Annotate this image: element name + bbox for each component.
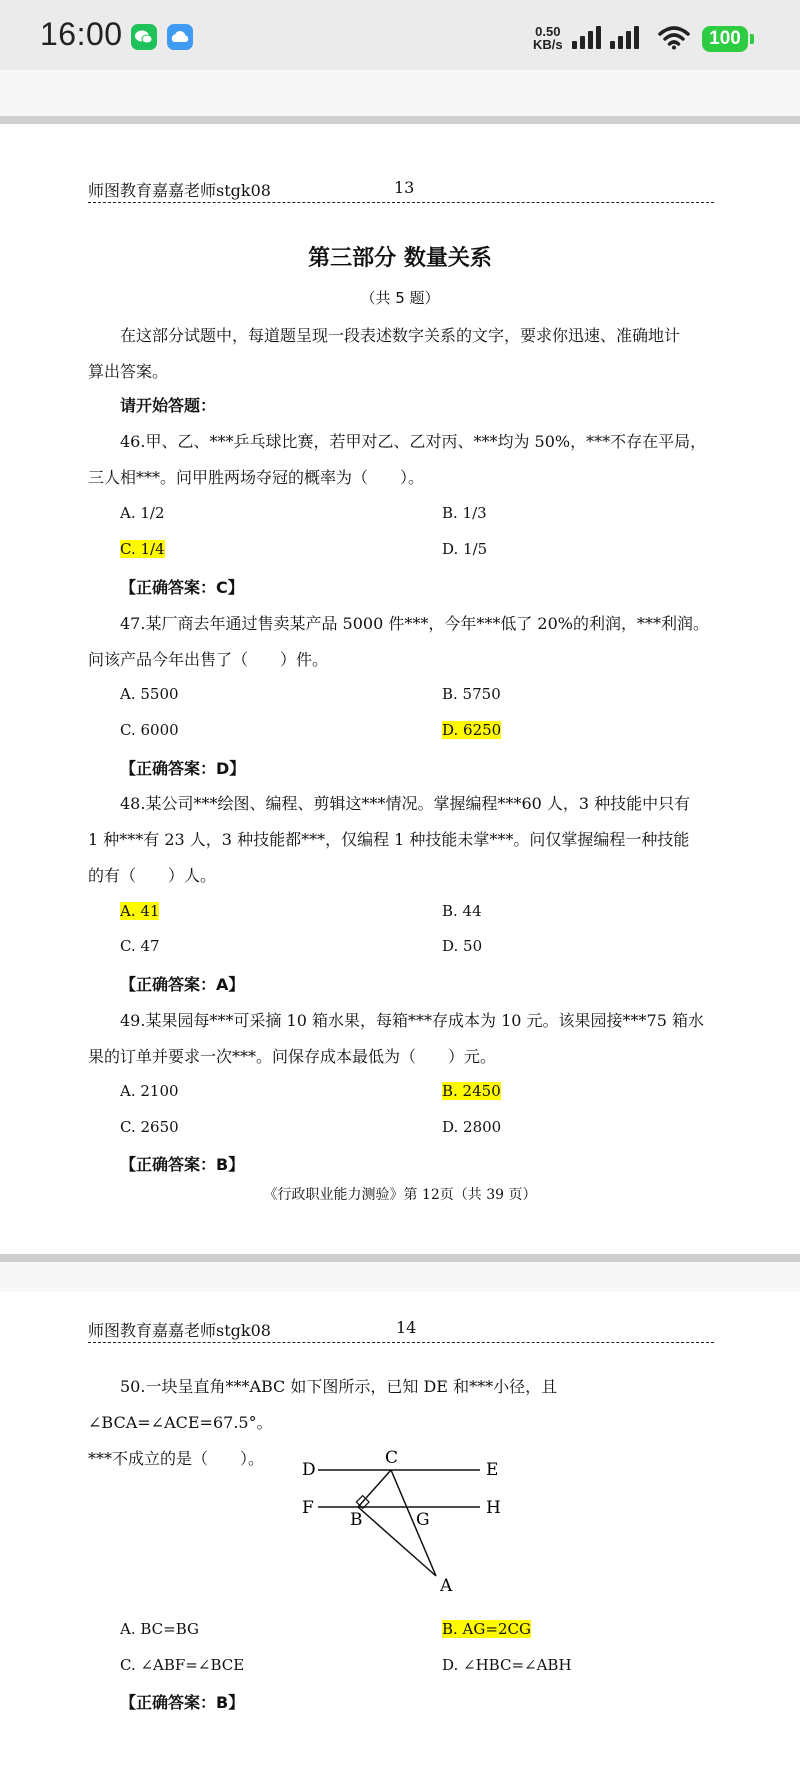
option-c[interactable]: C. ∠ABF=∠BCE [120,1656,245,1674]
page-header [88,1318,417,1341]
label-e: E [486,1460,499,1480]
label-d: D [302,1460,316,1480]
question-48 [88,786,716,894]
label-b: B [350,1510,363,1530]
header-brand: 师图教育嘉嘉老师stgk08 [88,1321,271,1340]
question-line: 50.一块呈直角***ABC 如下图所示，已知 DE 和***小径，且∠BCA=∠ACE=67.5°。 [88,1377,558,1432]
correct-answer: 【正确答案：B】 [120,1155,245,1174]
label-a: A [440,1576,453,1596]
page-separator [0,116,800,124]
question-line: 47.某厂商去年通过售卖某产品 5000 件***，今年***低了 20%的利润，***利润。 [120,614,709,633]
viewer-gap [0,70,800,116]
option-b[interactable]: B. 1/3 [442,504,487,522]
option-a[interactable]: A. BC=BG [120,1620,199,1638]
question-line: 的有（ ）人。 [88,866,217,885]
option-b[interactable]: B. 44 [442,902,482,920]
signal-icon [572,26,602,50]
network-speed-unit: KB/s [533,37,563,52]
label-h: H [486,1498,501,1518]
geometry-figure [290,1445,520,1597]
option-c[interactable]: C. 6000 [120,721,179,739]
question-46 [88,424,716,496]
page-number: 14 [396,1318,417,1337]
option-c[interactable]: C. 47 [120,937,160,955]
page-separator [0,1254,800,1262]
correct-answer: 【正确答案：D】 [120,759,246,778]
option-a[interactable]: A. 5500 [120,685,179,703]
label-g: G [416,1510,430,1530]
label-c: C [385,1448,399,1468]
option-a[interactable]: A. 1/2 [120,504,165,522]
viewer-gap [0,1262,800,1292]
option-b[interactable]: B. AG=2CG [442,1620,531,1638]
segment-cb [358,1470,391,1507]
instructions-cont [88,354,714,390]
header-divider [88,202,714,203]
option-d[interactable]: D. ∠HBC=∠ABH [442,1656,572,1674]
question-line: 49.某果园每***可采摘 10 箱水果，每箱***存成本为 10 元。该果园接***75 箱水 [120,1011,704,1030]
header-brand: 师图教育嘉嘉老师stgk08 [88,181,271,200]
section-subtitle: （共 5 题） [360,289,440,307]
page-footer: 《行政职业能力测验》第 12页（共 39 页） [263,1187,537,1203]
option-d[interactable]: D. 50 [442,937,483,955]
correct-answer: 【正确答案：A】 [120,975,245,994]
option-d[interactable]: D. 6250 [442,721,502,739]
network-speed [533,25,563,51]
page-header [88,178,415,201]
option-a[interactable]: A. 2100 [120,1082,179,1100]
battery-icon: 100 [702,26,748,52]
option-b[interactable]: B. 2450 [442,1082,501,1100]
option-d[interactable]: D. 1/5 [442,540,488,558]
signal-icon [610,26,640,50]
question-line: 果的订单并要求一次***。问保存成本最低为（ ）元。 [88,1047,497,1066]
instructions-line: 算出答案。 [88,362,169,381]
clock: 16:00 [40,16,123,52]
option-c[interactable]: C. 1/4 [120,540,165,558]
status-bar [0,0,800,70]
label-f: F [302,1498,314,1518]
page-number: 13 [394,178,415,197]
question-line: 问该产品今年出售了（ ）件。 [88,650,329,669]
network-speed-value: 0.50 [535,24,561,39]
start-prompt: 请开始答题： [120,396,217,415]
cloud-app-icon [167,24,193,50]
question-49 [88,1003,716,1075]
question-47 [88,606,716,678]
question-line: ***不成立的是（ ）。 [88,1449,265,1468]
question-line: 48.某公司***绘图、编程、剪辑这***情况。掌握编程***60 人，3 种技能中只有 [120,794,691,813]
instructions-line: 在这部分试题中，每道题呈现一段表述数字关系的文字，要求你迅速、准确地计 [120,326,681,345]
question-line: 1 种***有 23 人，3 种技能都***，仅编程 1 种技能未掌***。问仅掌握编程一种技能 [88,830,690,849]
option-a[interactable]: A. 41 [120,902,160,920]
correct-answer: 【正确答案：C】 [120,578,244,597]
option-d[interactable]: D. 2800 [442,1118,502,1136]
wechat-app-icon [131,24,157,50]
option-c[interactable]: C. 2650 [120,1118,179,1136]
correct-answer: 【正确答案：B】 [120,1693,245,1712]
option-b[interactable]: B. 5750 [442,685,501,703]
header-divider [88,1342,714,1343]
section-title: 第三部分 数量关系 [308,246,492,271]
question-line: 46.甲、乙、***乒乓球比赛，若甲对乙、乙对丙、***均为 50%，***不存在平局， [120,432,707,451]
instructions [88,318,714,354]
wifi-icon [658,26,690,50]
battery-cap [750,34,754,44]
question-line: 三人相***。问甲胜两场夺冠的概率为（ ）。 [88,468,425,487]
